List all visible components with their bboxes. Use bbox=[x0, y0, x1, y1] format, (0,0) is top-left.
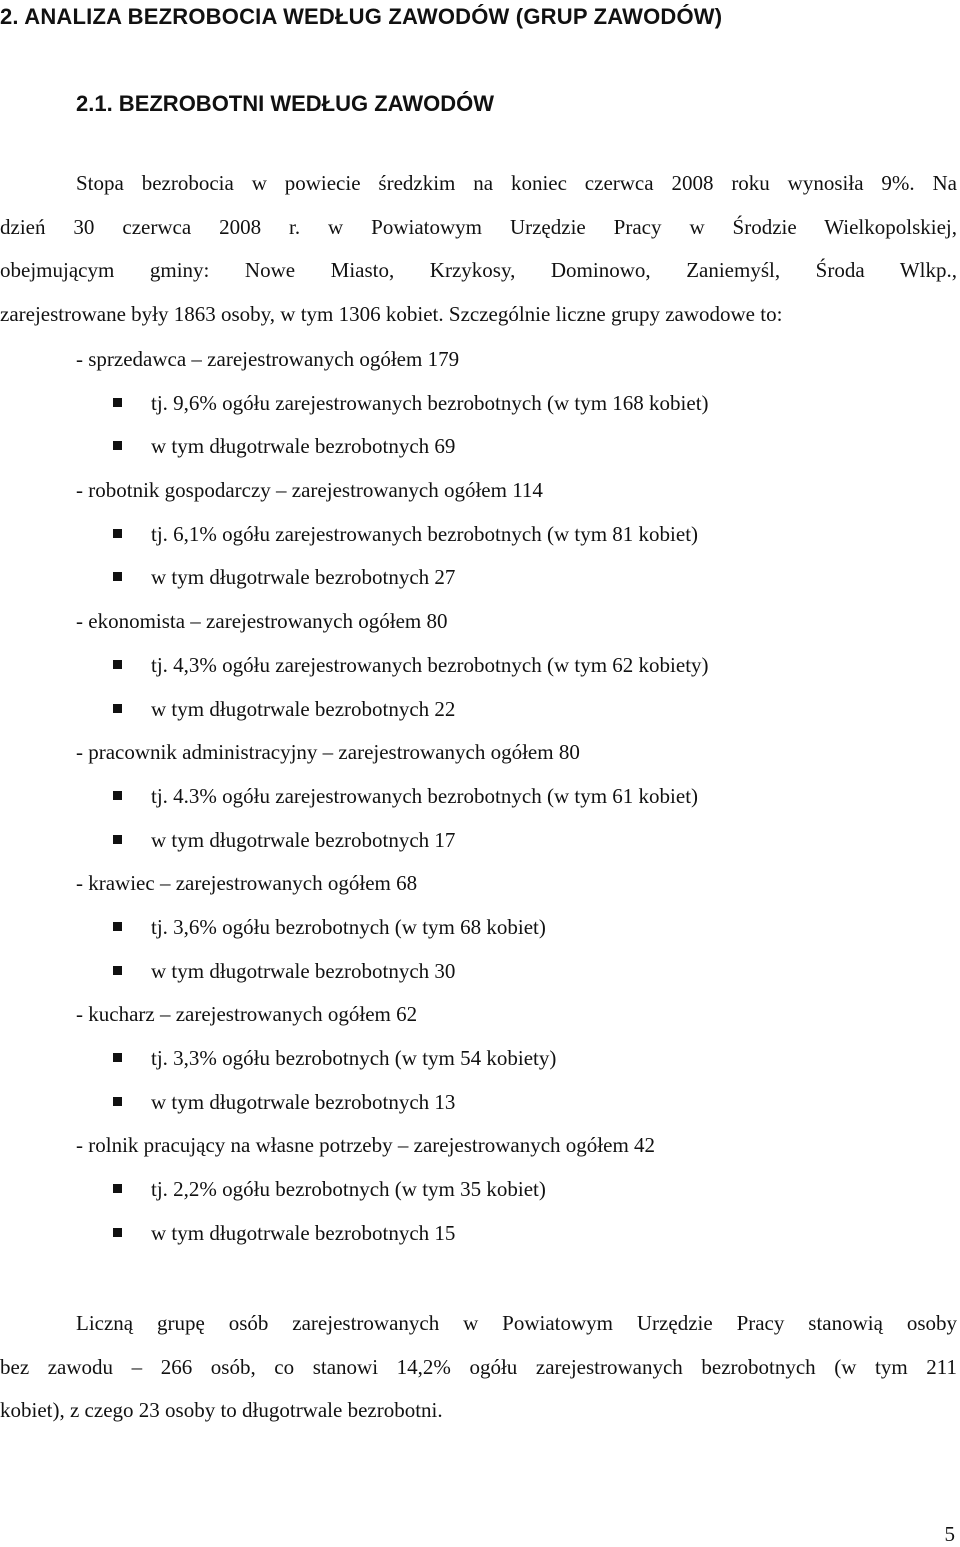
square-bullet-icon bbox=[113, 572, 122, 581]
occupation-share-item bbox=[0, 775, 957, 819]
occupation-share-item bbox=[0, 1037, 957, 1081]
occupation-item-text: w tym długotrwale bezrobotnych 17 bbox=[151, 827, 456, 852]
occupation-item-text: w tym długotrwale bezrobotnych 69 bbox=[151, 434, 456, 459]
square-bullet-icon bbox=[113, 529, 122, 538]
closing-paragraph bbox=[0, 1302, 957, 1433]
occupation-heading: - rolnik pracujący na własne potrzeby – zarejestrowanych ogółem 42 bbox=[76, 1133, 656, 1158]
closing-line: kobiet), z czego 23 osoby to długotrwale bezrobotni. bbox=[0, 1398, 443, 1422]
occupation-item-text: tj. 3,6% ogółu bezrobotnych (w tym 68 kobiet) bbox=[151, 914, 546, 939]
closing-line: Liczną grupę osób zarejestrowanych w Powiatowym Urzędzie Pracy stanowią osoby bbox=[76, 1311, 957, 1335]
square-bullet-icon bbox=[113, 660, 122, 669]
occupation-longterm-item bbox=[0, 425, 957, 469]
occupation-share-item bbox=[0, 1168, 957, 1212]
occupation-heading: - krawiec – zarejestrowanych ogółem 68 bbox=[76, 871, 418, 896]
square-bullet-icon bbox=[113, 966, 122, 975]
square-bullet-icon bbox=[113, 398, 122, 407]
occupation-item-text: w tym długotrwale bezrobotnych 15 bbox=[151, 1220, 456, 1245]
occupation-item-text: w tym długotrwale bezrobotnych 22 bbox=[151, 696, 456, 721]
square-bullet-icon bbox=[113, 835, 122, 844]
occupation-item-text: tj. 9,6% ogółu zarejestrowanych bezrobotnych (w tym 168 kobiet) bbox=[151, 390, 709, 415]
occupation-heading: - kucharz – zarejestrowanych ogółem 62 bbox=[76, 1002, 418, 1027]
square-bullet-icon bbox=[113, 1053, 122, 1062]
square-bullet-icon bbox=[113, 1184, 122, 1193]
occupation-share-item bbox=[0, 513, 957, 557]
occupation-share-item bbox=[0, 644, 957, 688]
occupation-longterm-item bbox=[0, 950, 957, 994]
occupation-share-item bbox=[0, 906, 957, 950]
occupation-longterm-item bbox=[0, 1212, 957, 1256]
intro-line: dzień 30 czerwca 2008 r. w Powiatowym Urzędzie Pracy w Środzie Wielkopolskiej, bbox=[0, 214, 957, 239]
closing-line: bez zawodu – 266 osób, co stanowi 14,2% ogółu zarejestrowanych bezrobotnych (w tym 211 bbox=[0, 1354, 957, 1379]
intro-line: Stopa bezrobocia w powiecie średzkim na koniec czerwca 2008 roku wynosiła 9%. Na bbox=[76, 171, 957, 195]
occupation-longterm-item bbox=[0, 1081, 957, 1125]
occupation-item-text: tj. 2,2% ogółu bezrobotnych (w tym 35 kobiet) bbox=[151, 1177, 546, 1202]
occupation-item-text: w tym długotrwale bezrobotnych 13 bbox=[151, 1089, 456, 1114]
square-bullet-icon bbox=[113, 441, 122, 450]
occupation-heading: - pracownik administracyjny – zarejestrowanych ogółem 80 bbox=[76, 740, 580, 765]
square-bullet-icon bbox=[113, 791, 122, 800]
square-bullet-icon bbox=[113, 1228, 122, 1237]
subsection-heading: 2.1. BEZROBOTNI WEDŁUG ZAWODÓW bbox=[76, 91, 494, 116]
occupation-item-text: tj. 4.3% ogółu zarejestrowanych bezrobotnych (w tym 61 kobiet) bbox=[151, 783, 699, 808]
occupation-item-text: w tym długotrwale bezrobotnych 30 bbox=[151, 958, 456, 983]
occupation-longterm-item bbox=[0, 819, 957, 863]
occupation-longterm-item bbox=[0, 556, 957, 600]
occupation-longterm-item bbox=[0, 688, 957, 732]
occupation-list bbox=[0, 338, 957, 1255]
square-bullet-icon bbox=[113, 1097, 122, 1106]
page-number: 5 bbox=[944, 1522, 955, 1546]
occupation-item-text: w tym długotrwale bezrobotnych 27 bbox=[151, 565, 456, 590]
square-bullet-icon bbox=[113, 704, 122, 713]
occupation-item-text: tj. 3,3% ogółu bezrobotnych (w tym 54 kobiety) bbox=[151, 1046, 557, 1070]
occupation-heading: - sprzedawca – zarejestrowanych ogółem 179 bbox=[76, 347, 460, 371]
intro-paragraph bbox=[0, 162, 957, 336]
intro-line: obejmującym gminy: Nowe Miasto, Krzykosy, Dominowo, Zaniemyśl, Środa Wlkp., bbox=[0, 258, 957, 282]
intro-line: zarejestrowane były 1863 osoby, w tym 1306 kobiet. Szczególnie liczne grupy zawodowe to: bbox=[0, 301, 783, 326]
occupation-heading: - ekonomista – zarejestrowanych ogółem 80 bbox=[76, 609, 448, 634]
occupation-heading: - robotnik gospodarczy – zarejestrowanych ogółem 114 bbox=[76, 478, 543, 503]
occupation-item-text: tj. 4,3% ogółu zarejestrowanych bezrobotnych (w tym 62 kobiety) bbox=[151, 652, 709, 677]
section-heading: 2. ANALIZA BEZROBOCIA WEDŁUG ZAWODÓW (GRUP ZAWODÓW) bbox=[0, 4, 723, 29]
occupation-item-text: tj. 6,1% ogółu zarejestrowanych bezrobotnych (w tym 81 kobiet) bbox=[151, 521, 699, 546]
square-bullet-icon bbox=[113, 922, 122, 931]
occupation-share-item bbox=[0, 382, 957, 426]
